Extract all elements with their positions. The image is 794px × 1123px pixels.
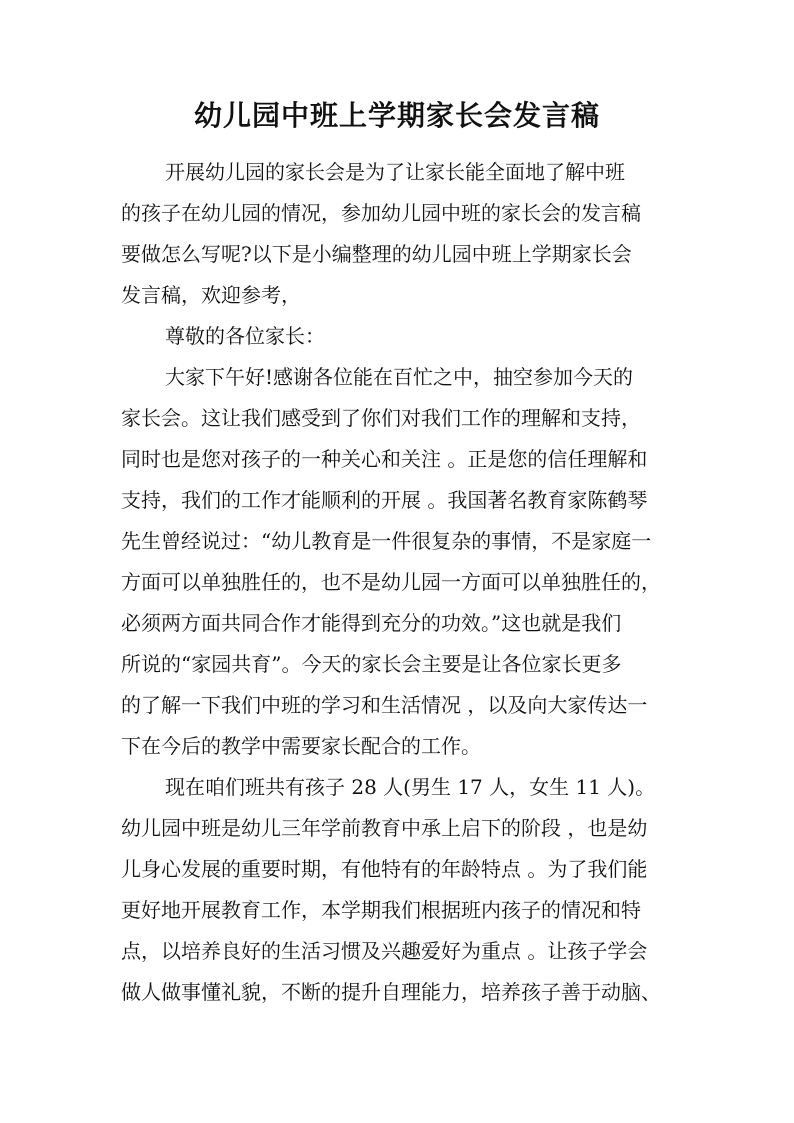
paragraph-line: 方面可以单独胜任的，也不是幼儿园一方面可以单独胜任的， [121,570,661,594]
paragraph-line: 下在今后的教学中需要家长配合的工作。 [121,734,481,758]
paragraph-line: 现在咱们班共有孩子 28 人(男生 17 人，女生 11 人)。 [165,775,656,799]
paragraph-line: 要做怎么写呢?以下是小编整理的幼儿园中班上学期家长会 [121,242,632,266]
paragraph-line: 发言稿，欢迎参考， [121,283,301,307]
paragraph-line: 家长会。这让我们感受到了你们对我们工作的理解和支持， [121,406,641,430]
salutation-line: 尊敬的各位家长： [165,324,325,348]
paragraph-line: 做人做事懂礼貌，不断的提升自理能力，培养孩子善于动脑、 [121,980,661,1004]
paragraph-line: 幼儿园中班是幼儿三年学前教育中承上启下的阶段 ，也是幼 [121,816,648,840]
document-title: 幼儿园中班上学期家长会发言稿 [193,99,600,132]
paragraph-line: 点，以培养良好的生活习惯及兴趣爱好为重点 。让孩子学会 [121,939,648,963]
paragraph-line: 先生曾经说过：“幼儿教育是一件很复杂的事情，不是家庭一 [121,529,652,553]
paragraph-line: 支持，我们的工作才能顺利的开展 。我国著名教育家陈鹤琴 [121,488,648,512]
document-body [121,152,677,1013]
paragraph-line: 的孩子在幼儿园的情况，参加幼儿园中班的家长会的发言稿 [121,201,641,225]
paragraph-line: 必须两方面共同合作才能得到充分的功效。”这也就是我们 [121,611,622,635]
paragraph-line: 同时也是您对孩子的一种关心和关注 。正是您的信任理解和 [121,447,648,471]
paragraph-line: 更好地开展教育工作，本学期我们根据班内孩子的情况和特 [121,898,641,922]
paragraph-line: 所说的“家园共育”。今天的家长会主要是让各位家长更多 [121,652,622,676]
paragraph-line: 的了解一下我们中班的学习和生活情况 ，以及向大家传达一 [121,693,648,717]
paragraph-line: 大家下午好!感谢各位能在百忙之中，抽空参加今天的 [165,365,634,389]
paragraph-line: 儿身心发展的重要时期，有他特有的年龄特点 。为了我们能 [121,857,648,881]
paragraph-line: 开展幼儿园的家长会是为了让家长能全面地了解中班 [165,160,625,184]
